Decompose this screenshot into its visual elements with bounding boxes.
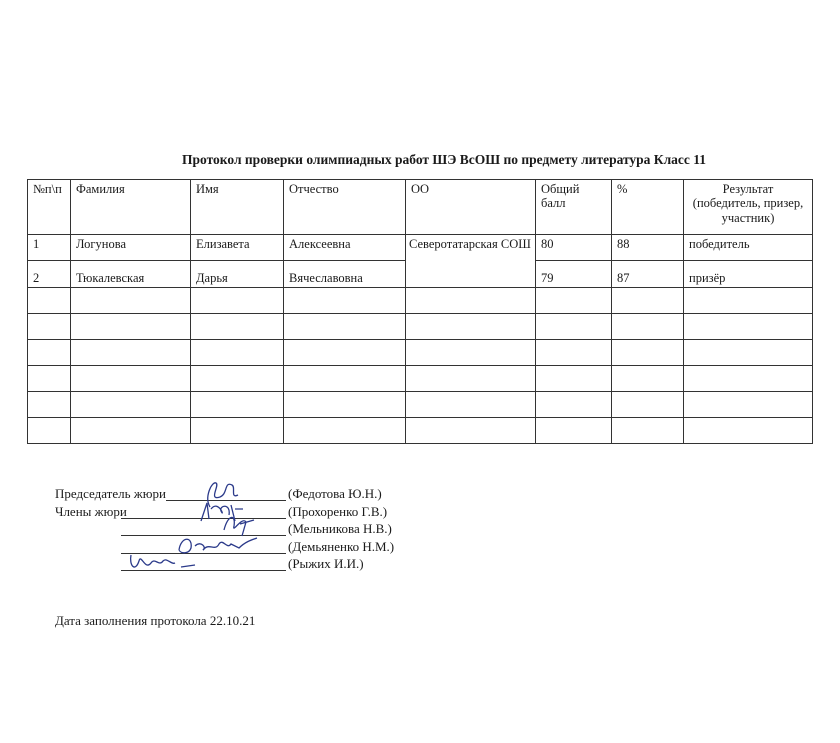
cell-name: Елизавета [191, 235, 284, 261]
cell-result: победитель [684, 235, 813, 261]
table-header-row [28, 180, 813, 235]
page-title: Протокол проверки олимпиадных работ ШЭ ВсОШ по предмету литература Класс 11 [182, 152, 707, 167]
cell-surname: Логунова [71, 235, 191, 261]
protocol-table [27, 179, 813, 444]
cell-total-score: 80 [536, 235, 612, 261]
empty-row [28, 340, 813, 366]
cell-number: 1 [28, 235, 71, 261]
header-percent: % [612, 180, 684, 235]
cell-total-score: 79 [536, 261, 612, 288]
jury-member-name: (Рыжих И.И.) [288, 556, 364, 571]
jury-members-label: Члены жюри [55, 503, 127, 519]
empty-row [28, 366, 813, 392]
cell-school: Северотатарская СОШ [406, 235, 536, 288]
header-number: №п\п [28, 180, 71, 235]
header-result: Результат (победитель, призер, участник) [684, 180, 813, 235]
cell-result: призёр [684, 261, 813, 288]
jury-member-name: (Демьяненко Н.М.) [288, 538, 395, 554]
table-row [28, 235, 813, 261]
jury-chair-label: Председатель жюри [55, 486, 166, 501]
header-total-score: Общий балл [536, 180, 612, 235]
empty-row [28, 314, 813, 340]
jury-member-name: (Федотова Ю.Н.) [288, 486, 382, 501]
empty-row [28, 392, 813, 418]
cell-surname: Тюкалевская [71, 261, 191, 288]
cell-patronymic: Вячеславовна [284, 261, 406, 288]
header-school: ОО [406, 180, 536, 235]
cell-percent: 87 [612, 261, 684, 288]
jury-member-name: (Мельникова Н.В.) [288, 521, 392, 536]
header-surname: Фамилия [71, 180, 191, 235]
empty-row [28, 418, 813, 444]
cell-number: 2 [28, 261, 71, 288]
protocol-fill-date: Дата заполнения протокола 22.10.21 [55, 613, 256, 628]
header-patronymic: Отчество [284, 180, 406, 235]
cell-percent: 88 [612, 235, 684, 261]
cell-name: Дарья [191, 261, 284, 288]
empty-row [28, 288, 813, 314]
header-name: Имя [191, 180, 284, 235]
jury-member-name: (Прохоренко Г.В.) [288, 503, 388, 519]
handwritten-signature [125, 547, 215, 577]
cell-patronymic: Алексеевна [284, 235, 406, 261]
